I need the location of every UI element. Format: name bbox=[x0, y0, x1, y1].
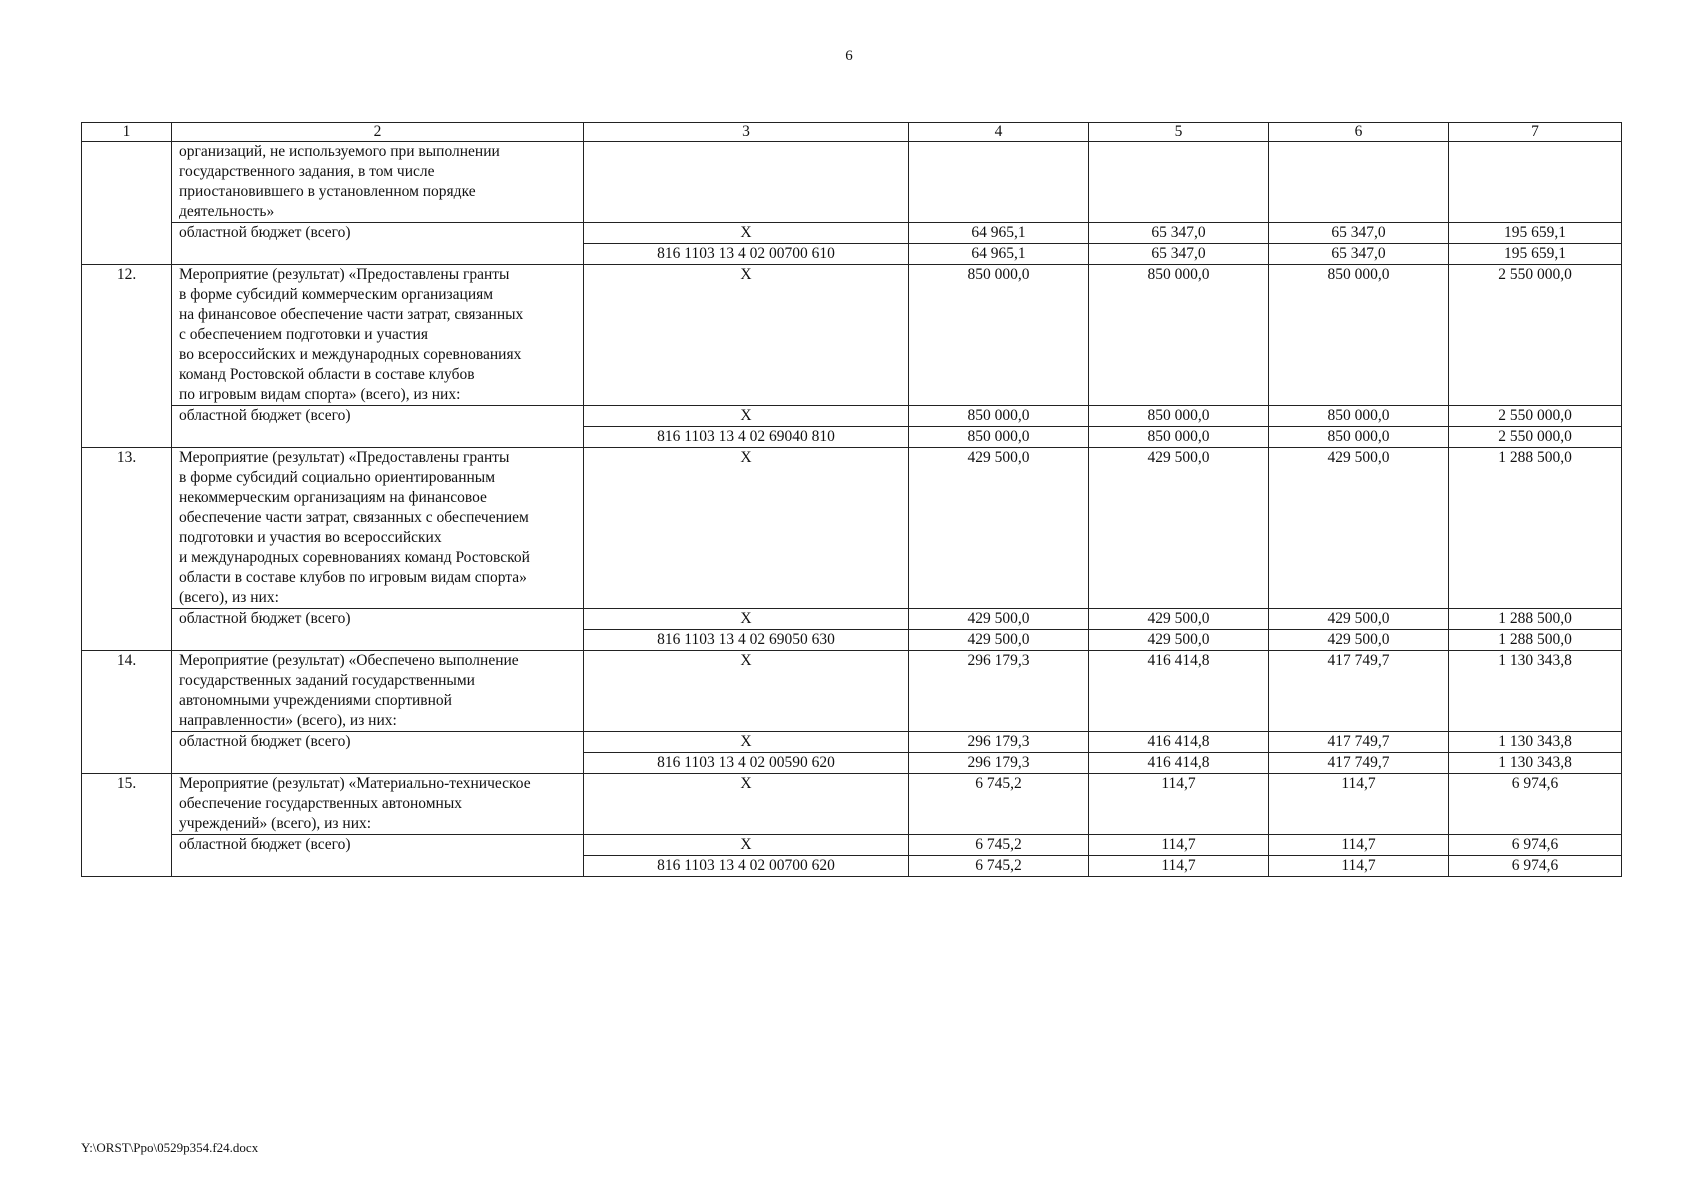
row-number-cell: 13. bbox=[82, 448, 172, 651]
amount-cell: 296 179,3 bbox=[909, 651, 1089, 732]
table-row bbox=[82, 223, 1622, 244]
kbk-code: 816 1103 13 4 02 00590 620 bbox=[584, 753, 909, 774]
amount-cell: 1 288 500,0 bbox=[1449, 630, 1622, 651]
budget-code: X bbox=[584, 223, 909, 244]
budget-code: X bbox=[584, 406, 909, 427]
table-row bbox=[82, 651, 1622, 732]
empty-cell bbox=[1449, 142, 1622, 223]
amount-cell: 429 500,0 bbox=[909, 609, 1089, 630]
amount-cell: 429 500,0 bbox=[1089, 630, 1269, 651]
amount-cell: 850 000,0 bbox=[909, 406, 1089, 427]
budget-label: областной бюджет (всего) bbox=[172, 406, 584, 448]
budget-code: X bbox=[584, 835, 909, 856]
event-description: организаций, не используемого при выполнении государственного задания, в том числе приостановившего в установленном порядке деятельность» bbox=[172, 142, 584, 223]
budget-code: X bbox=[584, 265, 909, 406]
amount-cell: 114,7 bbox=[1269, 774, 1449, 835]
empty-cell bbox=[584, 142, 909, 223]
amount-cell: 6 974,6 bbox=[1449, 856, 1622, 877]
amount-cell: 114,7 bbox=[1269, 835, 1449, 856]
empty-cell bbox=[909, 142, 1089, 223]
amount-cell: 296 179,3 bbox=[909, 732, 1089, 753]
budget-code: X bbox=[584, 732, 909, 753]
amount-cell: 296 179,3 bbox=[909, 753, 1089, 774]
amount-cell: 417 749,7 bbox=[1269, 732, 1449, 753]
amount-cell: 2 550 000,0 bbox=[1449, 427, 1622, 448]
column-number: 5 bbox=[1089, 123, 1269, 142]
column-number: 3 bbox=[584, 123, 909, 142]
amount-cell: 6 745,2 bbox=[909, 774, 1089, 835]
empty-cell bbox=[1269, 142, 1449, 223]
event-description: Мероприятие (результат) «Обеспечено выполнение государственных заданий государственными автономными учреждениями спортивной направленности» (всего), из них: bbox=[172, 651, 584, 732]
amount-cell: 65 347,0 bbox=[1089, 223, 1269, 244]
amount-cell: 195 659,1 bbox=[1449, 223, 1622, 244]
amount-cell: 64 965,1 bbox=[909, 244, 1089, 265]
amount-cell: 114,7 bbox=[1089, 856, 1269, 877]
amount-cell: 6 974,6 bbox=[1449, 835, 1622, 856]
amount-cell: 1 288 500,0 bbox=[1449, 609, 1622, 630]
kbk-code: 816 1103 13 4 02 69050 630 bbox=[584, 630, 909, 651]
column-number: 4 bbox=[909, 123, 1089, 142]
event-description: Мероприятие (результат) «Предоставлены гранты в форме субсидий социально ориентированным некоммерческим организациям на финансовое обеспечение части затрат, связанных с обеспечением подготовки и участия во всероссийских и международных соревнованиях команд Ростовской области в составе клубов по игровым видам спорта» (всего), из них: bbox=[172, 448, 584, 609]
table-row bbox=[82, 774, 1622, 835]
table-row bbox=[82, 265, 1622, 406]
amount-cell: 850 000,0 bbox=[1269, 406, 1449, 427]
row-number-cell bbox=[82, 142, 172, 265]
amount-cell: 429 500,0 bbox=[1269, 630, 1449, 651]
table-row bbox=[82, 406, 1622, 427]
amount-cell: 2 550 000,0 bbox=[1449, 265, 1622, 406]
amount-cell: 416 414,8 bbox=[1089, 753, 1269, 774]
file-path-footer: Y:\ORST\Ppo\0529p354.f24.docx bbox=[81, 1140, 259, 1155]
amount-cell: 417 749,7 bbox=[1269, 651, 1449, 732]
table-row bbox=[82, 835, 1622, 856]
table-row bbox=[82, 142, 1622, 223]
amount-cell: 417 749,7 bbox=[1269, 753, 1449, 774]
budget-table bbox=[81, 122, 1622, 877]
kbk-code: 816 1103 13 4 02 00700 610 bbox=[584, 244, 909, 265]
amount-cell: 65 347,0 bbox=[1269, 223, 1449, 244]
amount-cell: 429 500,0 bbox=[909, 630, 1089, 651]
amount-cell: 850 000,0 bbox=[909, 427, 1089, 448]
amount-cell: 6 974,6 bbox=[1449, 774, 1622, 835]
amount-cell: 64 965,1 bbox=[909, 223, 1089, 244]
budget-label: областной бюджет (всего) bbox=[172, 223, 584, 265]
budget-label: областной бюджет (всего) bbox=[172, 732, 584, 774]
row-number-cell: 12. bbox=[82, 265, 172, 448]
budget-code: X bbox=[584, 609, 909, 630]
budget-label: областной бюджет (всего) bbox=[172, 609, 584, 651]
column-number: 6 bbox=[1269, 123, 1449, 142]
table-row bbox=[82, 732, 1622, 753]
row-number-cell: 14. bbox=[82, 651, 172, 774]
amount-cell: 429 500,0 bbox=[1269, 609, 1449, 630]
amount-cell: 850 000,0 bbox=[909, 265, 1089, 406]
row-number-cell: 15. bbox=[82, 774, 172, 877]
table-row bbox=[82, 448, 1622, 609]
column-number: 7 bbox=[1449, 123, 1622, 142]
amount-cell: 416 414,8 bbox=[1089, 732, 1269, 753]
column-number: 2 bbox=[172, 123, 584, 142]
budget-label: областной бюджет (всего) bbox=[172, 835, 584, 877]
amount-cell: 429 500,0 bbox=[909, 448, 1089, 609]
amount-cell: 65 347,0 bbox=[1089, 244, 1269, 265]
budget-code: X bbox=[584, 651, 909, 732]
amount-cell: 416 414,8 bbox=[1089, 651, 1269, 732]
amount-cell: 1 130 343,8 bbox=[1449, 753, 1622, 774]
amount-cell: 114,7 bbox=[1089, 835, 1269, 856]
amount-cell: 850 000,0 bbox=[1269, 427, 1449, 448]
amount-cell: 6 745,2 bbox=[909, 835, 1089, 856]
amount-cell: 850 000,0 bbox=[1269, 265, 1449, 406]
amount-cell: 850 000,0 bbox=[1089, 406, 1269, 427]
amount-cell: 1 288 500,0 bbox=[1449, 448, 1622, 609]
event-description: Мероприятие (результат) «Предоставлены гранты в форме субсидий коммерческим организациям на финансовое обеспечение части затрат, связанных с обеспечением подготовки и участия во всероссийских и международных соревнованиях команд Ростовской области в составе клубов по игровым видам спорта» (всего), из них: bbox=[172, 265, 584, 406]
amount-cell: 429 500,0 bbox=[1269, 448, 1449, 609]
budget-code: X bbox=[584, 448, 909, 609]
kbk-code: 816 1103 13 4 02 00700 620 bbox=[584, 856, 909, 877]
amount-cell: 6 745,2 bbox=[909, 856, 1089, 877]
event-description: Мероприятие (результат) «Материально-техническое обеспечение государственных автономных учреждений» (всего), из них: bbox=[172, 774, 584, 835]
amount-cell: 429 500,0 bbox=[1089, 448, 1269, 609]
amount-cell: 850 000,0 bbox=[1089, 265, 1269, 406]
budget-code: X bbox=[584, 774, 909, 835]
amount-cell: 195 659,1 bbox=[1449, 244, 1622, 265]
kbk-code: 816 1103 13 4 02 69040 810 bbox=[584, 427, 909, 448]
amount-cell: 2 550 000,0 bbox=[1449, 406, 1622, 427]
amount-cell: 850 000,0 bbox=[1089, 427, 1269, 448]
column-number: 1 bbox=[82, 123, 172, 142]
amount-cell: 114,7 bbox=[1269, 856, 1449, 877]
empty-cell bbox=[1089, 142, 1269, 223]
page-number: 6 bbox=[845, 48, 853, 64]
amount-cell: 65 347,0 bbox=[1269, 244, 1449, 265]
amount-cell: 1 130 343,8 bbox=[1449, 651, 1622, 732]
amount-cell: 1 130 343,8 bbox=[1449, 732, 1622, 753]
amount-cell: 114,7 bbox=[1089, 774, 1269, 835]
table-row bbox=[82, 609, 1622, 630]
column-number-row bbox=[82, 123, 1622, 142]
amount-cell: 429 500,0 bbox=[1089, 609, 1269, 630]
